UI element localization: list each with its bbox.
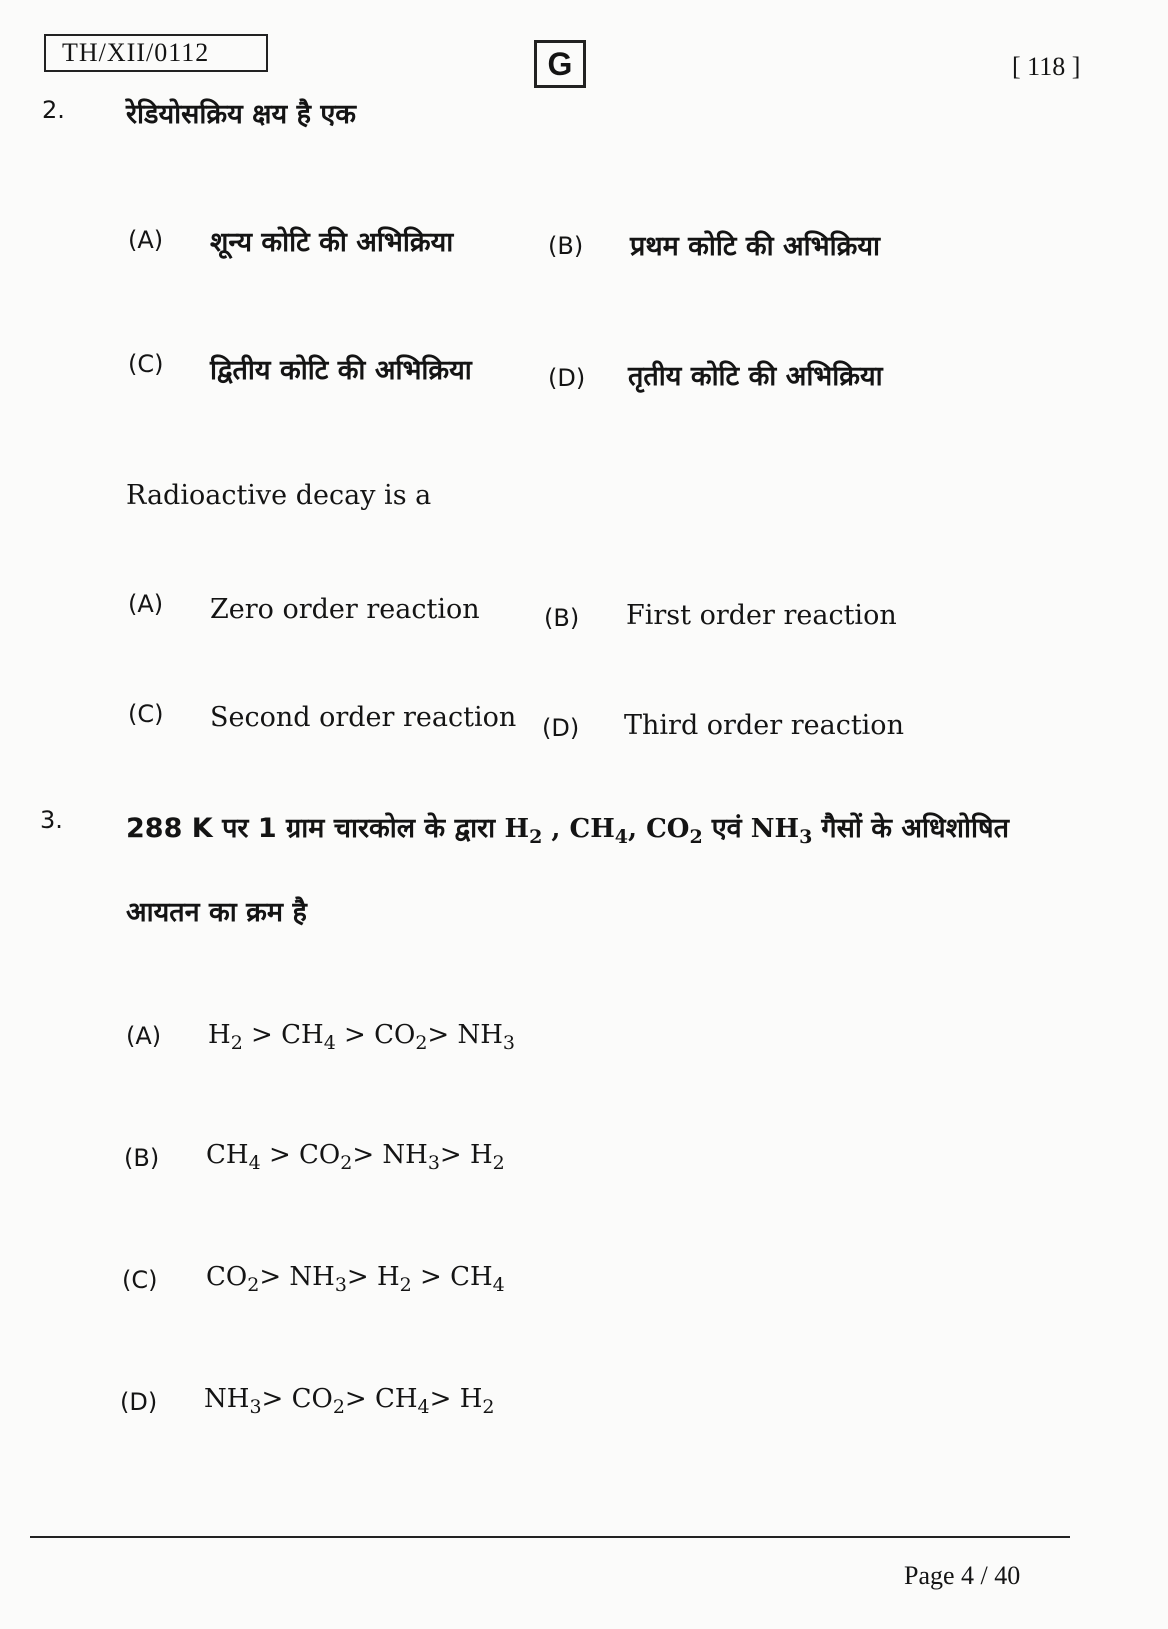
gas-list: $H_2$ , $CH_4$, $CO_2$ एवं $NH_3$ <box>504 813 813 848</box>
option-text: द्वितीय कोटि की अभिक्रिया <box>210 355 472 386</box>
page-number: [ 118 ] <box>1012 52 1081 81</box>
option-text: Zero order reaction <box>210 594 480 625</box>
option-label: (C) <box>128 700 164 728</box>
question-text-line2: आयतन का क्रम है <box>126 897 307 928</box>
option-formula: $NH_3> CO_2> CH_4> H_2$ <box>204 1384 495 1418</box>
question-number: 2. <box>42 96 65 124</box>
paper-code: TH/XII/0112 <box>44 34 268 72</box>
question-text-prefix: 288 K पर 1 ग्राम चारकोल के द्वारा <box>126 813 496 844</box>
option-text: Second order reaction <box>210 702 517 733</box>
option-text: तृतीय कोटि की अभिक्रिया <box>628 361 883 392</box>
footer-rule <box>30 1536 1070 1538</box>
option-label: (D) <box>120 1388 158 1416</box>
option-label: (B) <box>124 1144 160 1172</box>
option-label: (A) <box>128 226 164 254</box>
question-text-hindi: रेडियोसक्रिय क्षय है एक <box>126 99 356 130</box>
option-label: (B) <box>548 232 584 260</box>
option-formula: $H_2 > CH_4 > CO_2> NH_3$ <box>208 1020 516 1054</box>
option-label: (A) <box>128 590 164 618</box>
option-label: (C) <box>122 1266 158 1294</box>
set-label: G <box>534 40 586 88</box>
option-label: (D) <box>542 714 580 742</box>
option-text: First order reaction <box>626 600 897 631</box>
question-text-line1 <box>126 808 1009 848</box>
option-label: (D) <box>548 364 586 392</box>
option-text: प्रथम कोटि की अभिक्रिया <box>630 231 881 262</box>
option-label: (B) <box>544 604 580 632</box>
option-label: (C) <box>128 350 164 378</box>
question-text-suffix: गैसों के अधिशोषित <box>821 813 1009 844</box>
question-text-english: Radioactive decay is a <box>126 480 432 511</box>
option-text: शून्य कोटि की अभिक्रिया <box>210 227 454 258</box>
option-formula: $CO_2> NH_3> H_2 > CH_4$ <box>206 1262 505 1296</box>
option-text: Third order reaction <box>624 710 904 741</box>
option-label: (A) <box>126 1022 162 1050</box>
option-formula: $CH_4 > CO_2> NH_3> H_2$ <box>206 1140 505 1174</box>
question-number: 3. <box>40 806 63 834</box>
footer-page-number: Page 4 / 40 <box>904 1561 1021 1590</box>
